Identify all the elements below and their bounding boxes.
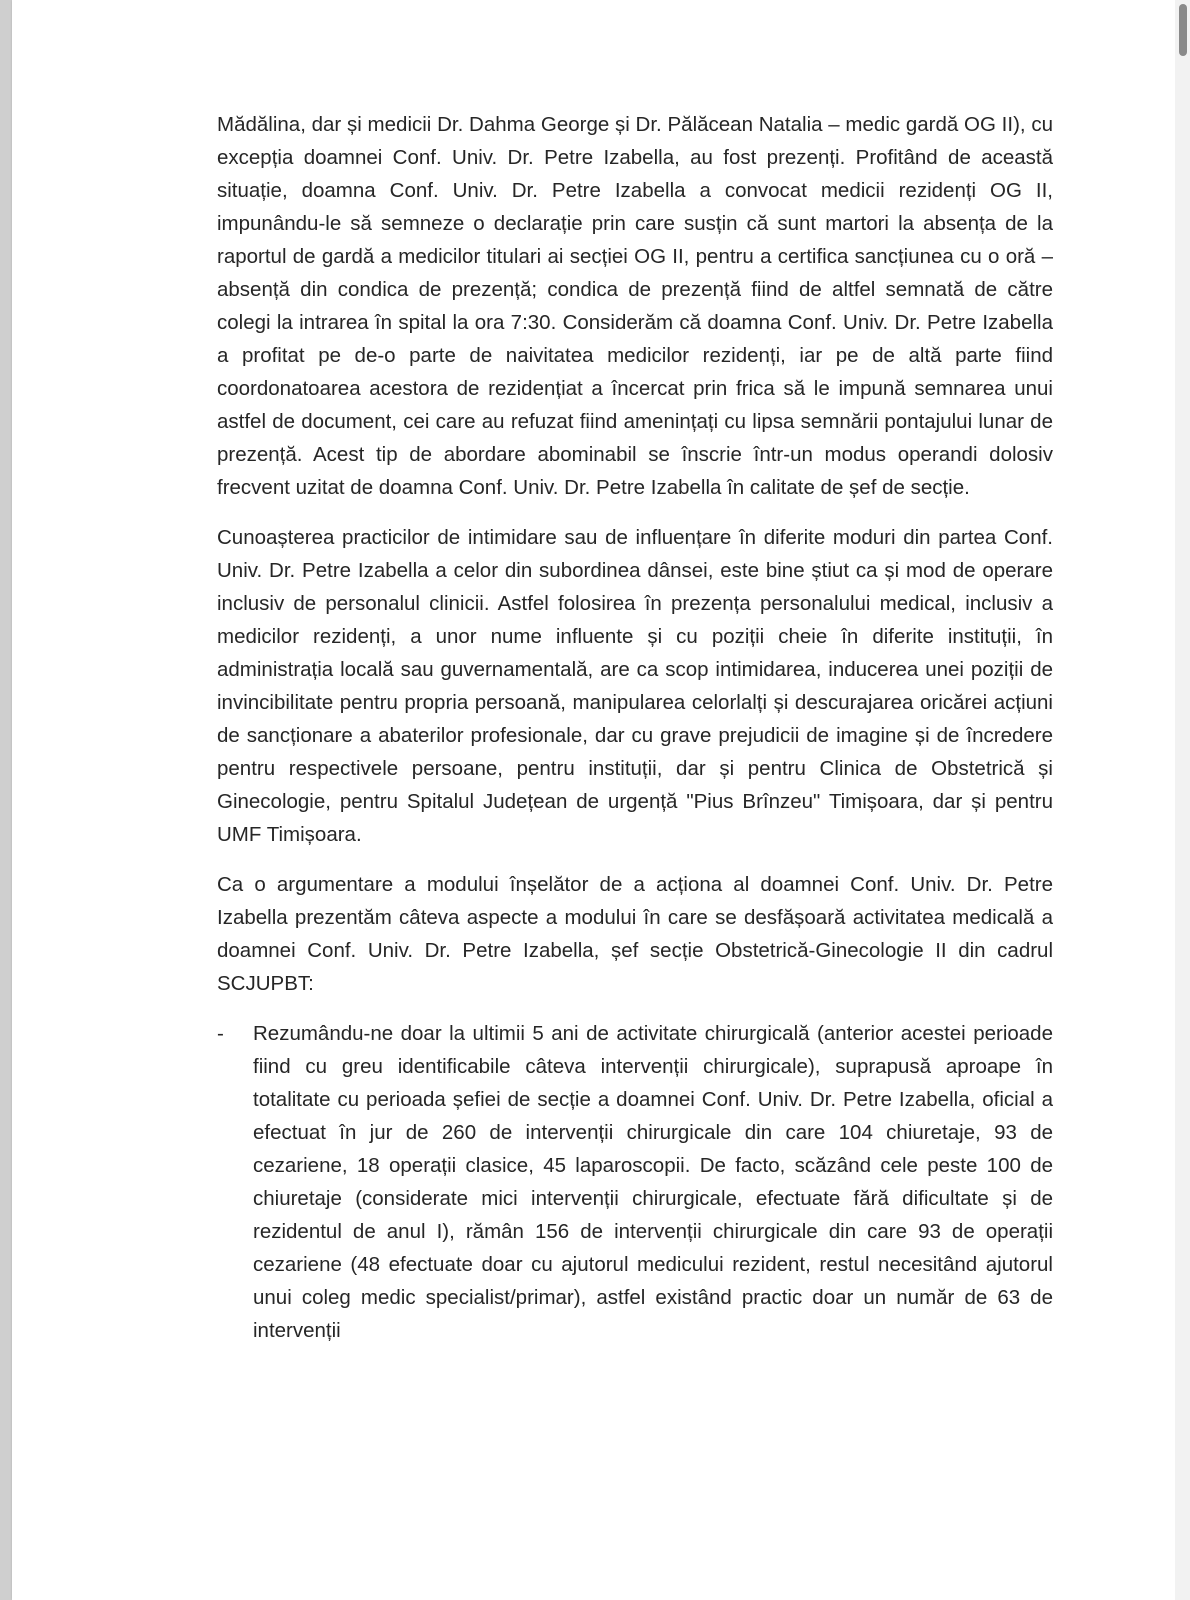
vertical-scrollbar[interactable] [1175,0,1190,1600]
paragraph-1: Mădălina, dar și medicii Dr. Dahma George și Dr. Pălăcean Natalia – medic gardă OG II), cu excepția doamnei Conf. Univ. Dr. Petre Izabella, au fost prezenți. Profitând de această situație, doamna Conf. Univ. Dr. Petre Izabella a convocat medicii rezidenți OG II, impunându-le să semneze o declarație prin care susțin că sunt martori la absența de la raportul de gardă a medicilor titulari ai secției OG II, pentru a certifica sancțiunea cu o oră – absență din condica de prezență; condica de prezență fiind de altfel semnată de către colegi la intrarea în spital la ora 7:30. Considerăm că doamna Conf. Univ. Dr. Petre Izabella a profitat pe de-o parte de naivitatea medicilor rezidenți, iar pe de altă parte fiind coordonatoarea acestora de rezidențiat a încercat prin frica să le impună semnarea unui astfel de document, cei care au refuzat fiind amenințați cu lipsa semnării pontajului lunar de prezență. Acest tip de abordare abominabil se înscrie într-un modus operandi dolosiv frecvent uzitat de doamna Conf. Univ. Dr. Petre Izabella în calitate de șef de secție. [217,113,1053,499]
paragraph-3: Ca o argumentare a modului înșelător de a acționa al doamnei Conf. Univ. Dr. Petre Izabella prezentăm câteva aspecte a modului în care se desfășoară activitatea medicală a doamnei Conf. Univ. Dr. Petre Izabella, șef secție Obstetrică-Ginecologie II din cadrul SCJUPBT: [217,873,1053,995]
bullet-text: Rezumându-ne doar la ultimii 5 ani de activitate chirurgicală (anterior acestei perioade fiind cu greu identificabile câteva intervenții chirurgicale), suprapusă aproape în totalitate cu perioada șefiei de secție a doamnei Conf. Univ. Dr. Petre Izabella, oficial a efectuat în jur de 260 de intervenții chirurgicale din care 104 chiuretaje, 93 de cezariene, 18 operații clasice, 45 laparoscopii. De facto, scăzând cele peste 100 de chiuretaje (considerate mici intervenții chirurgicale, efectuate fără dificultate și de rezidentul de anul I), rămân 156 de intervenții chirurgicale din care 93 de operații cezariene (48 efectuate doar cu ajutorul medicului rezident, restul necesitând ajutorul unui coleg medic specialist/primar), astfel existând practic doar un număr de 63 de intervenții [253,1022,1053,1342]
bullet-dash: - [217,1022,224,1045]
paragraph-2: Cunoașterea practicilor de intimidare sau de influențare în diferite moduri din partea Conf. Univ. Dr. Petre Izabella a celor din subordinea dânsei, este bine știut ca și mod de operare inclusiv de personalul clinicii. Astfel folosirea în prezența personalului medical, inclusiv a medicilor rezidenți, a unor nume influente și cu poziții cheie în diferite instituții, în administrația locală sau guvernamentală, are ca scop intimidarea, inducerea unei poziții de invincibilitate pentru propria persoană, manipularea celorlalți și descurajarea oricărei acțiuni de sancționare a abaterilor profesionale, dar cu grave prejudicii de imagine și de încredere pentru respectivele persoane, pentru instituții, dar și pentru Clinica de Obstetrică și Ginecologie, pentru Spitalul Județean de urgență "Pius Brînzeu" Timișoara, dar și pentru UMF Timișoara. [217,526,1053,846]
viewer-left-gutter [0,0,12,1600]
scrollbar-thumb[interactable] [1179,4,1187,56]
bullet-item-1 [217,1017,1053,1347]
document-body [217,108,1053,1347]
document-page [12,0,1175,1600]
